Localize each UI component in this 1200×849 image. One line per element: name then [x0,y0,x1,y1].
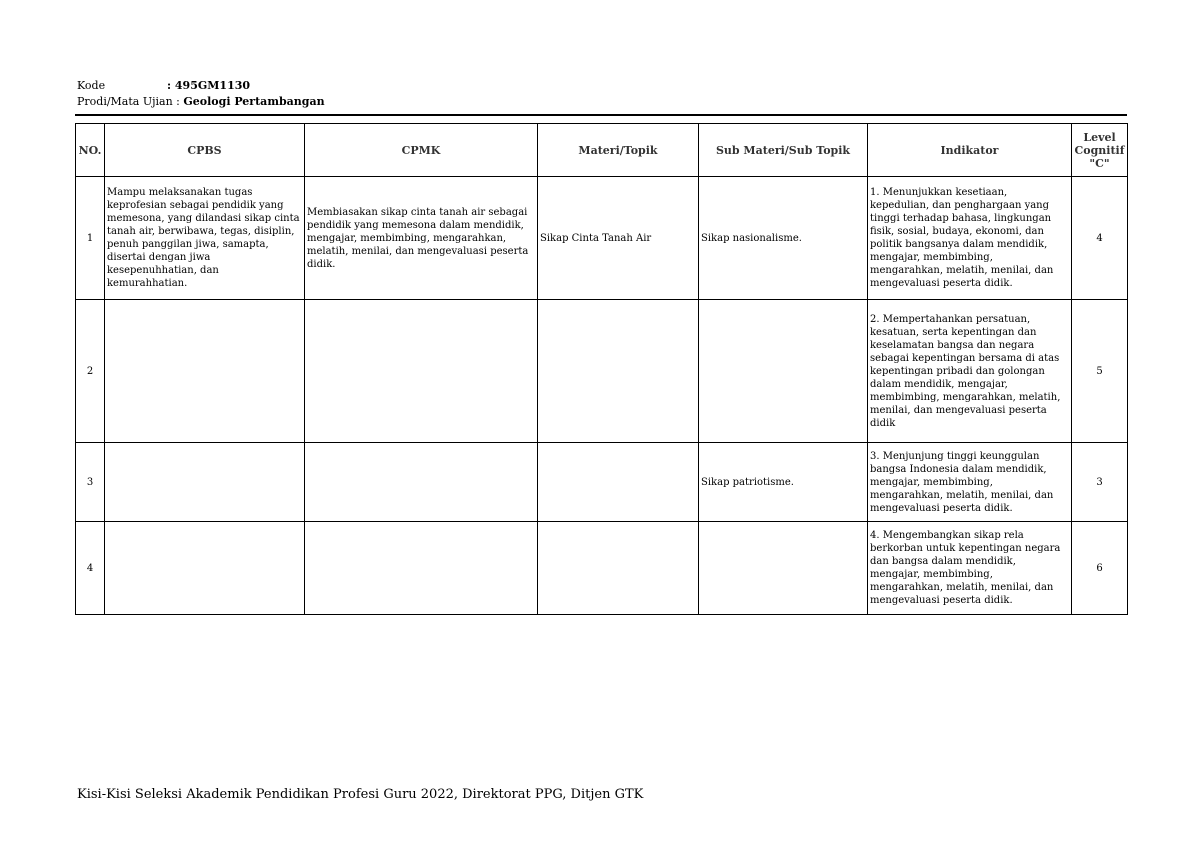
cell-no: 4 [76,522,105,615]
prodi-value: Geologi Pertambangan [183,95,325,108]
col-header-sub-materi: Sub Materi/Sub Topik [699,124,868,177]
cell-no: 3 [76,443,105,522]
prodi-label: Prodi/Mata Ujian : [77,95,180,108]
cell-sub-materi: Sikap patriotisme. [699,443,868,522]
col-header-no: NO. [76,124,105,177]
cell-indikator: 3. Menjunjung tinggi keunggulan bangsa Indonesia dalam mendidik, mengajar, membimbing, mengarahkan, melatih, menilai, dan mengevaluasi peserta didik. [868,443,1072,522]
table-row [76,443,1128,522]
col-header-cpbs: CPBS [105,124,305,177]
cell-cpbs [105,300,305,443]
cell-materi [538,300,699,443]
cell-indikator: 2. Mempertahankan persatuan, kesatuan, serta kepentingan dan keselamatan bangsa dan negara sebagai kepentingan bersama di atas kepentingan pribadi dan golongan dalam mendidik, mengajar, membimbing, mengarahkan, melatih, menilai, dan mengevaluasi peserta didik [868,300,1072,443]
col-header-materi: Materi/Topik [538,124,699,177]
document-header [77,78,325,110]
prodi-row [77,94,325,110]
cell-cpmk [305,522,538,615]
cell-cpbs: Mampu melaksanakan tugas keprofesian sebagai pendidik yang memesona, yang dilandasi sikap cinta tanah air, berwibawa, tegas, disiplin, penuh panggilan jiwa, samapta, disertai dengan jiwa kesepenuhhatian, dan kemurahhatian. [105,177,305,300]
cell-indikator: 1. Menunjukkan kesetiaan, kepedulian, dan penghargaan yang tinggi terhadap bahasa, lingkungan fisik, sosial, budaya, ekonomi, dan politik bangsanya dalam mendidik, mengajar, membimbing, mengarahkan, melatih, menilai, dan mengevaluasi peserta didik. [868,177,1072,300]
cell-sub-materi: Sikap nasionalisme. [699,177,868,300]
cell-materi [538,443,699,522]
header-divider [75,114,1127,116]
col-header-level: Level Cognitif "C" [1072,124,1128,177]
cell-materi: Sikap Cinta Tanah Air [538,177,699,300]
cell-cpbs [105,522,305,615]
kode-label: Kode [77,79,106,92]
table-header-row [76,124,1128,177]
table-row [76,177,1128,300]
page-footer: Kisi-Kisi Seleksi Akademik Pendidikan Profesi Guru 2022, Direktorat PPG, Ditjen GTK [77,787,644,802]
cell-level: 6 [1072,522,1128,615]
cell-level: 3 [1072,443,1128,522]
cell-no: 2 [76,300,105,443]
col-header-cpmk: CPMK [305,124,538,177]
table-row [76,522,1128,615]
cell-materi [538,522,699,615]
kode-value: : 495GM1130 [167,79,251,92]
cell-cpbs [105,443,305,522]
cell-level: 4 [1072,177,1128,300]
cell-level: 5 [1072,300,1128,443]
cell-sub-materi [699,522,868,615]
kode-row [77,78,325,94]
cell-no: 1 [76,177,105,300]
cell-cpmk [305,443,538,522]
kisi-kisi-table [75,123,1128,615]
cell-cpmk: Membiasakan sikap cinta tanah air sebagai pendidik yang memesona dalam mendidik, mengajar, membimbing, mengarahkan, melatih, menilai, dan mengevaluasi peserta didik. [305,177,538,300]
cell-sub-materi [699,300,868,443]
table-row [76,300,1128,443]
col-header-indikator: Indikator [868,124,1072,177]
cell-cpmk [305,300,538,443]
cell-indikator: 4. Mengembangkan sikap rela berkorban untuk kepentingan negara dan bangsa dalam mendidik, mengajar, membimbing, mengarahkan, melatih, menilai, dan mengevaluasi peserta didik. [868,522,1072,615]
